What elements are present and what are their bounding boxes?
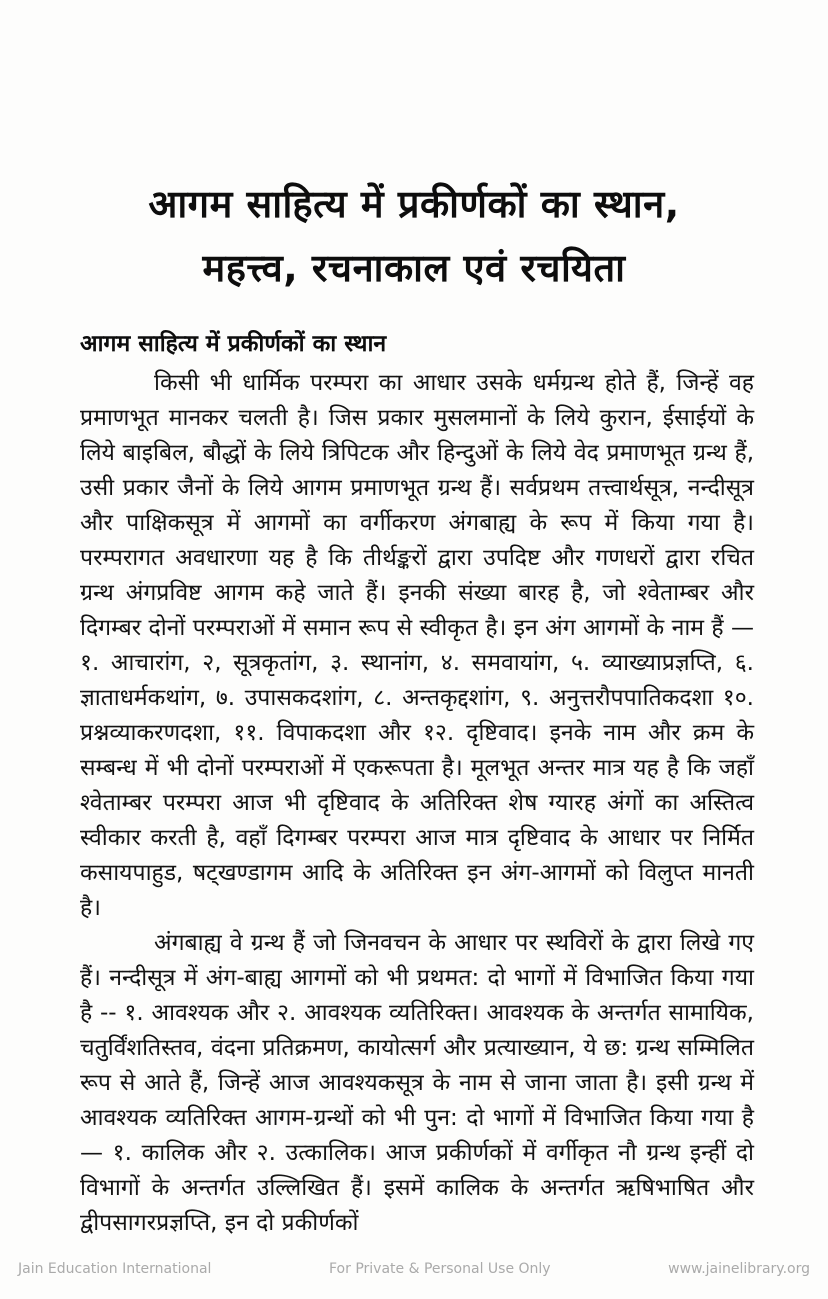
footer-usage-note: For Private & Personal Use Only — [329, 1261, 551, 1277]
page-footer — [0, 1261, 828, 1277]
footer-publisher: Jain Education International — [18, 1261, 212, 1277]
footer-website: www.jainelibrary.org — [668, 1261, 810, 1277]
chapter-title — [0, 0, 828, 300]
chapter-title-line-1: आगम साहित्य में प्रकीर्णकों का स्थान, — [148, 182, 680, 226]
paragraph-1: किसी भी धार्मिक परम्परा का आधार उसके धर्मग्रन्थ होते हैं, जिन्हें वह प्रमाणभूत मानकर चलती है। जिस प्रकार मुसलमानों के लिये कुरान, ईसाईयों के लिये बाइबिल, बौद्धों के लिये त्रिपिटक और हिन्दुओं के लिये वेद प्रमाणभूत ग्रन्थ हैं, उसी प्रकार जैनों के लिये आगम प्रमाणभूत ग्रन्थ हैं। सर्वप्रथम तत्त्वार्थसूत्र, नन्दीसूत्र और पाक्षिकसूत्र में आगमों का वर्गीकरण अंगबाह्य के रूप में किया गया है। परम्परागत अवधारणा यह है कि तीर्थङ्करों द्वारा उपदिष्ट और गणधरों द्वारा रचित ग्रन्थ अंगप्रविष्ट आगम कहे जाते हैं। इनकी संख्या बारह है, जो श्वेताम्बर और दिगम्बर दोनों परम्पराओं में समान रूप से स्वीकृत है। इन अंग आगमों के नाम हैं — १. आचारांग, २, सूत्रकृतांग, ३. स्थानांग, ४. समवायांग, ५. व्याख्याप्रज्ञप्ति, ६. ज्ञाताधर्मकथांग, ७. उपासकदशांग, ८. अन्तकृद्दशांग, ९. अनुत्तरौपपातिकदशा १०. प्रश्नव्याकरणदशा, ११. विपाकदशा और १२. दृष्टिवाद। इनके नाम और क्रम के सम्बन्ध में भी दोनों परम्पराओं में एकरूपता है। मूलभूत अन्तर मात्र यह है कि जहाँ श्वेताम्बर परम्परा आज भी दृष्टिवाद के अतिरिक्त शेष ग्यारह अंगों का अस्तित्व स्वीकार करती है, वहाँ दिगम्बर परम्परा आज मात्र दृष्टिवाद के आधार पर निर्मित कसायपाहुड, षट्खण्डागम आदि के अतिरिक्त इन अंग-आगमों को विलुप्त मानती है। — [80, 370, 754, 921]
section-heading: आगम साहित्य में प्रकीर्णकों का स्थान — [80, 331, 387, 357]
paragraph-2: अंगबाह्य वे ग्रन्थ हैं जो जिनवचन के आधार पर स्थविरों के द्वारा लिखे गए हैं। नन्दीसूत्र में अंग-बाह्य आगमों को भी प्रथमत: दो भागों में विभाजित किया गया है -- १. आवश्यक और २. आवश्यक व्यतिरिक्त। आवश्यक के अन्तर्गत सामायिक, चतुर्विंशतिस्तव, वंदना प्रतिक्रमण, कायोत्सर्ग और प्रत्याख्यान, ये छ: ग्रन्थ सम्मिलित रूप से आते हैं, जिन्हें आज आवश्यकसूत्र के नाम से जाना जाता है। इसी ग्रन्थ में आवश्यक व्यतिरिक्त आगम-ग्रन्थों को भी पुन: दो भागों में विभाजित किया गया है — १. कालिक और २. उत्कालिक। आज प्रकीर्णकों में वर्गीकृत नौ ग्रन्थ इन्हीं दो विभागों के अन्तर्गत उल्लिखित हैं। इसमें कालिक के अन्तर्गत ऋषिभाषित और द्वीपसागरप्रज्ञप्ति, इन दो प्रकीर्णकों — [80, 930, 754, 1236]
body-text — [80, 366, 754, 1241]
chapter-title-line-2: महत्त्व, रचनाकाल एवं रचयिता — [202, 246, 626, 290]
